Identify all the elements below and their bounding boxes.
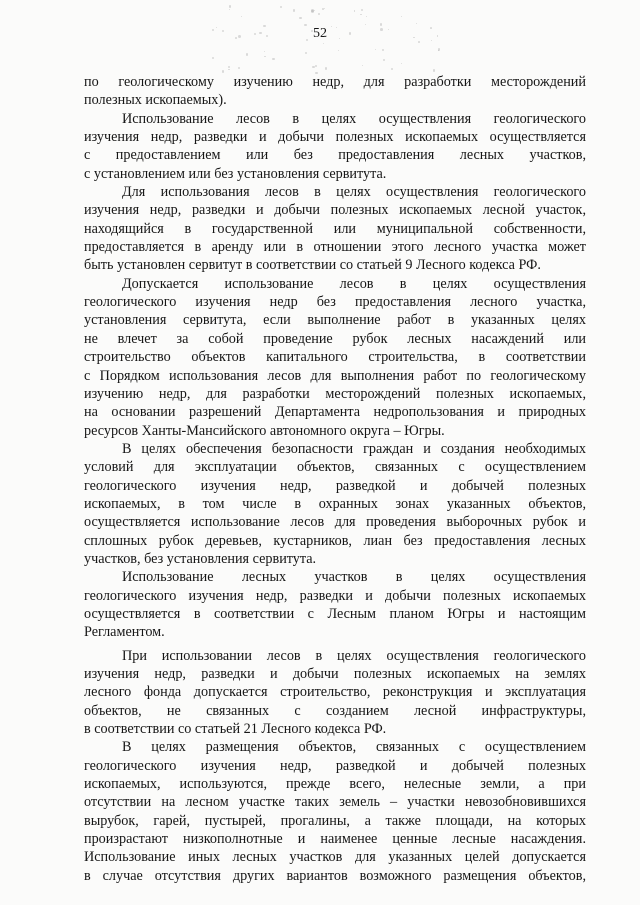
scan-speckle — [229, 9, 230, 10]
text-line: изучения недр, разведки и добычи полезных ископаемых на землях — [84, 666, 586, 682]
scan-speckle — [322, 8, 324, 10]
paragraph — [84, 110, 586, 183]
scan-speckle — [318, 13, 321, 16]
scan-speckle — [430, 27, 432, 29]
text-line: в соответствии со статьей 21 Лесного кодекса РФ. — [84, 721, 387, 738]
text-line: При использовании лесов в целях осуществления геологического — [122, 647, 586, 664]
scan-speckle — [375, 49, 377, 51]
text-line: произрастают низкополнотные и наименее ценные лесные насаждения. — [84, 831, 586, 848]
scan-speckle — [212, 29, 214, 31]
scan-speckle — [418, 41, 420, 43]
scan-speckle — [238, 67, 240, 69]
scan-speckle — [259, 32, 261, 34]
scan-speckle — [380, 28, 383, 31]
text-line: объектов, не связанных с созданием лесной инфраструктуры, — [84, 702, 586, 719]
text-line: ресурсов Ханты-Мансийского автономного округа – Югры. — [84, 422, 445, 439]
scan-speckle — [312, 66, 314, 68]
scan-speckle — [264, 56, 265, 57]
text-line: ископаемых, в том числе в охранных зонах указанных объектов, — [84, 495, 586, 512]
scan-speckle — [360, 14, 361, 15]
text-line: в случае отсутствия других вариантов возможного размещения объектов, — [84, 867, 586, 884]
scan-speckle — [354, 10, 356, 12]
scan-speckle — [382, 49, 384, 51]
text-line: Использование лесных участков в целях осуществления — [122, 569, 586, 586]
paragraph — [84, 738, 586, 885]
scan-speckle — [437, 35, 438, 36]
text-line: геологического изучения недр, разведки и добычи полезных ископаемых — [84, 587, 586, 604]
scan-speckle — [228, 69, 229, 70]
text-line: геологического изучения недр, разведкой и добычей полезных — [84, 757, 586, 774]
scan-speckle — [266, 35, 268, 37]
text-line: участков, без установления сервитута. — [84, 550, 317, 567]
scan-speckle — [401, 63, 402, 64]
text-line: с Порядком использования лесов для выполнения работ по геологическому — [84, 367, 586, 384]
scan-speckle — [433, 69, 436, 72]
scan-speckle — [264, 51, 265, 52]
text-line: изучению недр, для разработки месторождений полезных ископаемых, — [84, 385, 586, 402]
scan-speckle — [380, 23, 383, 26]
scan-speckle — [293, 9, 296, 12]
scan-speckle — [246, 53, 248, 55]
text-line: вырубок, гарей, пустырей, прогалины, а также площади, на которых — [84, 812, 586, 829]
scan-speckle — [299, 17, 301, 19]
text-line: В целях размещения объектов, связанных с осуществлением — [122, 739, 586, 756]
scan-speckle — [383, 59, 385, 61]
scan-speckle — [366, 16, 367, 17]
scan-speckle — [388, 29, 390, 31]
text-line: полезных ископаемых). — [84, 92, 227, 109]
scan-speckle — [305, 52, 307, 54]
text-line: предоставляется в аренду или в отношении этого лесного участка может — [84, 239, 586, 256]
scan-speckle — [362, 65, 363, 66]
text-line: Регламентом. — [84, 624, 165, 641]
text-line: не влечет за собой проведение рубок лесных насаждений или — [84, 330, 586, 347]
scan-speckle — [416, 23, 417, 24]
text-line: лесного фонда допускается строительство, реконструкция и эксплуатация — [84, 684, 586, 701]
scan-speckle — [401, 16, 402, 17]
text-line: изучения недр, разведки и добычи полезных ископаемых осуществляется — [84, 129, 586, 146]
scan-speckle — [325, 67, 327, 69]
scan-speckle — [212, 57, 214, 59]
scan-speckle — [338, 50, 340, 52]
text-line: В целях обеспечения безопасности граждан и создания необходимых — [122, 440, 586, 457]
scan-speckle — [280, 6, 282, 8]
text-line: Допускается использование лесов в целях осуществления — [122, 275, 586, 292]
text-line: осуществляется в соответствии с Лесным планом Югры и настоящим — [84, 605, 586, 622]
scan-speckle — [272, 58, 275, 61]
scan-speckle — [254, 33, 256, 35]
scan-speckle — [228, 66, 230, 68]
text-line: осуществляется использование лесов для проведения выборочных рубок и — [84, 514, 586, 531]
scan-speckle — [229, 5, 231, 7]
text-line: геологического изучения недр без предоставления лесного участка, — [84, 294, 586, 311]
text-line: по геологическому изучению недр, для разработки месторождений — [84, 74, 586, 90]
page-number: 52 — [313, 26, 327, 41]
text-line: отсутствии на лесном участке таких земель – участки невозобновившихся — [84, 794, 586, 811]
text-line: геологического изучения недр, разведкой и добычей полезных — [84, 477, 586, 494]
text-line: находящийся в государственной или муниципальной собственности, — [84, 220, 586, 237]
text-line: с установлением или без установления сервитута. — [84, 165, 387, 182]
scan-speckle — [238, 35, 241, 38]
paragraph — [84, 73, 586, 110]
text-line: быть установлен сервитут в соответствии со статьей 9 Лесного кодекса РФ. — [84, 257, 541, 274]
text-line: ископаемых, используются, прежде всего, нелесные земли, а при — [84, 776, 586, 793]
paragraph — [84, 440, 586, 568]
text-line: установления сервитута, если выполнение работ в указанных целях — [84, 312, 586, 329]
scan-speckle — [235, 37, 237, 39]
scan-speckle — [241, 16, 242, 17]
paragraph — [84, 275, 586, 440]
body-text — [84, 73, 586, 885]
scan-speckle — [349, 32, 352, 35]
scan-speckle — [438, 50, 439, 51]
scan-speckle — [323, 43, 324, 44]
paragraph — [84, 647, 586, 739]
scan-speckle — [431, 40, 432, 41]
text-line: изучения недр, разведки и добычи полезных ископаемых лесной участок, — [84, 202, 586, 219]
text-line: условий для эксплуатации объектов, связанных с осуществлением — [84, 459, 586, 476]
scan-speckle — [413, 37, 414, 38]
text-line: сплошных рубок деревьев, кустарников, лиан без предоставления лесных — [84, 532, 586, 549]
text-line: Использование иных лесных участков для указанных целей допускается — [84, 849, 586, 866]
scan-speckle — [216, 27, 218, 29]
paragraph — [84, 568, 586, 641]
paragraph — [84, 183, 586, 275]
text-line: строительство объектов капитального строительства, в соответствии — [84, 349, 586, 366]
scan-speckle — [391, 68, 393, 70]
scan-speckle — [361, 9, 363, 11]
scan-speckle — [315, 65, 317, 67]
scan-speckle — [263, 25, 266, 28]
text-line: Использование лесов в целях осуществления геологического — [122, 110, 586, 127]
text-line: Для использования лесов в целях осуществления геологического — [122, 184, 586, 201]
scan-speckle — [222, 30, 224, 32]
scan-speckle — [365, 24, 366, 25]
text-line: с предоставлением или без предоставления лесных участков, — [84, 147, 586, 164]
text-line: на основании разрешений Департамента недропользования и природных — [84, 404, 586, 421]
